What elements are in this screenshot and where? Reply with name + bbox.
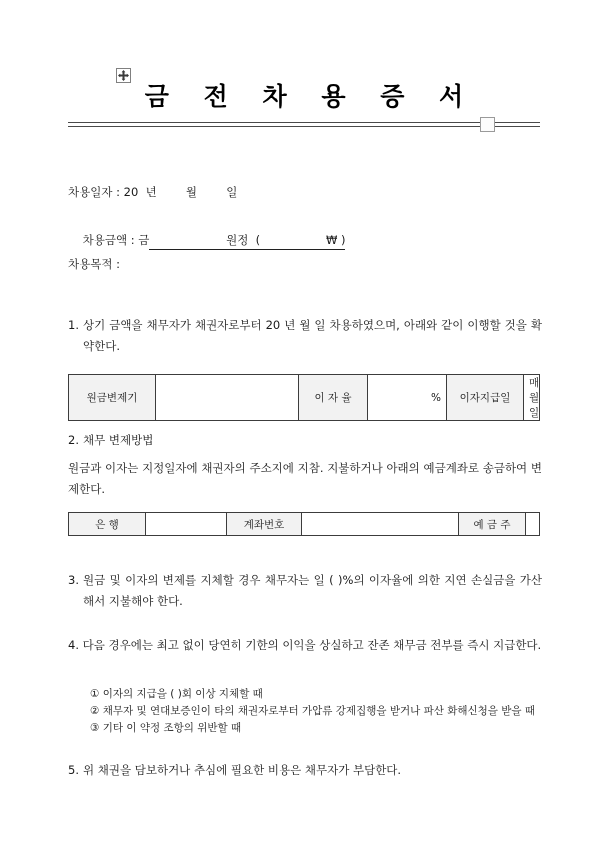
clause-3 [68,570,542,612]
cell-interest-rate-value[interactable]: % [368,375,447,421]
loan-amount-blank[interactable]: 원정 ( ₩ ) [149,232,345,250]
clause-4-sublist [90,686,550,737]
loan-purpose-field: 차용목적 : [68,257,120,271]
cell-bank-value[interactable] [146,513,227,536]
interest-terms-table [68,374,540,421]
table-row [69,513,540,536]
clause-4-number: 4. [68,638,79,652]
cell-account-holder-label: 예 금 주 [459,513,526,536]
clause-3-number: 3. [68,573,79,587]
clause-4-text: 다음 경우에는 최고 없이 당연히 기한의 이익을 상실하고 잔존 채무금 전부를 즉시 지급한다. [82,638,542,652]
cell-account-number-label: 계좌번호 [227,513,302,536]
cell-bank-label: 은 행 [69,513,146,536]
bank-account-table [68,512,540,536]
cell-principal-due-value[interactable] [156,375,299,421]
clause-5-text: 위 채권을 담보하거나 추심에 필요한 비용은 채무자가 부담한다. [83,763,402,777]
clause-2-body: 원금과 이자는 지정일자에 채권자의 주소지에 지참. 지불하거나 아래의 예금계좌로 송금하여 변제한다. [68,461,542,496]
list-item: ③ 기타 이 약정 조항의 위반할 때 [90,722,242,734]
table-row [69,375,540,421]
list-item: ② 채무자 및 연대보증인이 타의 채권자로부터 가압류 강제집행을 받거나 파산 화해신청을 받을 때 [90,705,536,717]
clause-5 [68,760,542,781]
cell-principal-due-label: 원금변제기 [69,375,156,421]
clause-2-number: 2. [68,433,79,447]
cell-interest-rate-label: 이 자 율 [299,375,368,421]
clause-5-number: 5. [68,763,79,777]
clause-1-text: 상기 금액을 채무자가 채권자로부터 20 년 월 일 차용하였으며, 아래와 같이 이행할 것을 확약한다. [83,318,542,353]
list-item: ① 이자의 지급을 ( )회 이상 지체할 때 [90,688,263,700]
cell-account-holder-value[interactable] [526,513,540,536]
loan-date-field: 차용일자 : 20 년 월 일 [68,185,238,199]
clause-3-text: 원금 및 이자의 변제를 지체할 경우 채무자는 일 ( )%의 이자율에 의한 지연 손실금을 가산해서 지불해야 한다. [83,573,542,608]
title-divider [68,122,540,132]
clause-2 [68,430,542,451]
clause-1-number: 1. [68,318,79,332]
page-title: 금 전 차 용 증 서 [144,82,477,111]
clause-4 [68,635,542,656]
cell-account-number-value[interactable] [302,513,459,536]
divider-line-bottom [68,126,540,127]
clause-1 [68,315,542,357]
clause-2-text: 채무 변제방법 [83,433,154,447]
cell-interest-paydate-label: 이자지급일 [447,375,524,421]
cell-interest-paydate-value[interactable]: 매월 일 [524,375,540,421]
divider-line-top [68,122,540,123]
loan-amount-prefix: 차용금액 : 금 [82,233,150,247]
resize-handle[interactable] [480,117,495,132]
